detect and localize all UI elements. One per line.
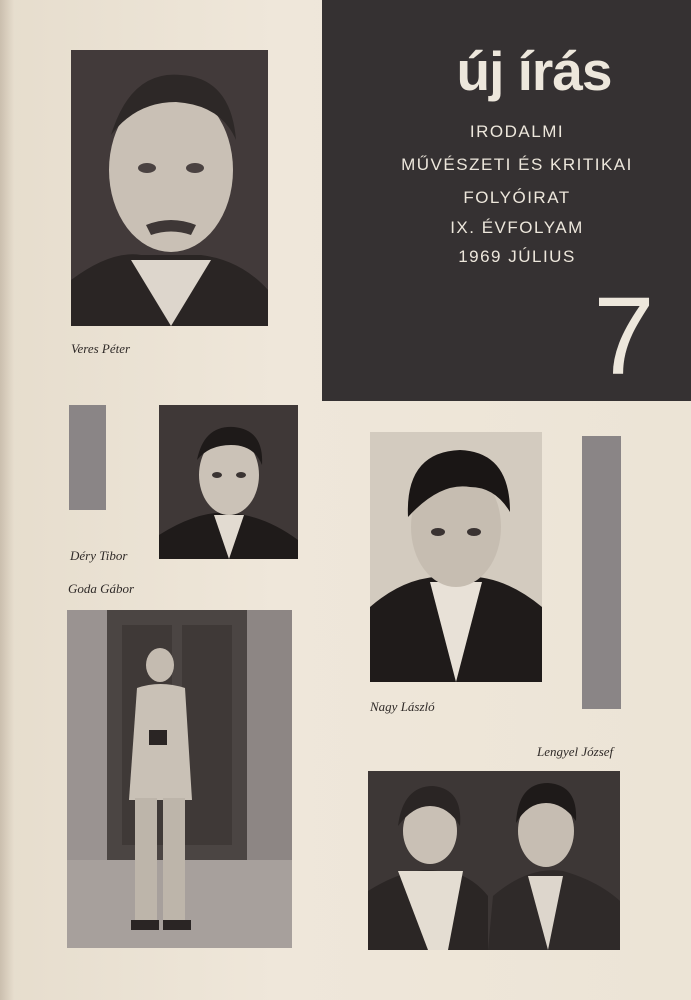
- subtitle-line-3: FOLYÓIRAT: [463, 188, 571, 207]
- photo-goda-gabor-standing: [67, 610, 292, 948]
- portrait-photo-nagy-laszlo: [370, 432, 542, 682]
- decorative-bar-right: [582, 436, 621, 709]
- caption-veres-peter: Veres Péter: [71, 341, 131, 356]
- decorative-bar-left: [69, 405, 106, 510]
- subtitle-line-2: MŰVÉSZETI ÉS KRITIKAI: [401, 155, 633, 174]
- portrait-photo-dery-tibor: [159, 405, 298, 559]
- caption-nagy-laszlo: Nagy László: [370, 699, 435, 714]
- caption-dery-tibor: Déry Tibor: [70, 548, 128, 563]
- caption-goda-gabor: Goda Gábor: [68, 581, 135, 596]
- standing-figure-illustration: [67, 610, 292, 948]
- portrait-illustration: [71, 50, 268, 326]
- magazine-title: új írás: [456, 40, 612, 102]
- subtitle-line-5: 1969 JÚLIUS: [458, 247, 576, 266]
- couple-illustration: [368, 771, 620, 950]
- subtitle-line-1: IRODALMI: [469, 122, 565, 141]
- portrait-illustration: [370, 432, 542, 682]
- issue-number: 7: [593, 275, 655, 398]
- caption-lengyel-jozsef: Lengyel József: [537, 744, 614, 759]
- photo-lengyel-jozsef-couple: [368, 771, 620, 950]
- portrait-photo-veres-peter: [71, 50, 268, 326]
- subtitle-line-4: IX. ÉVFOLYAM: [450, 218, 584, 237]
- portrait-illustration: [159, 405, 298, 559]
- masthead: [322, 0, 691, 401]
- spine-shadow: [0, 0, 14, 1000]
